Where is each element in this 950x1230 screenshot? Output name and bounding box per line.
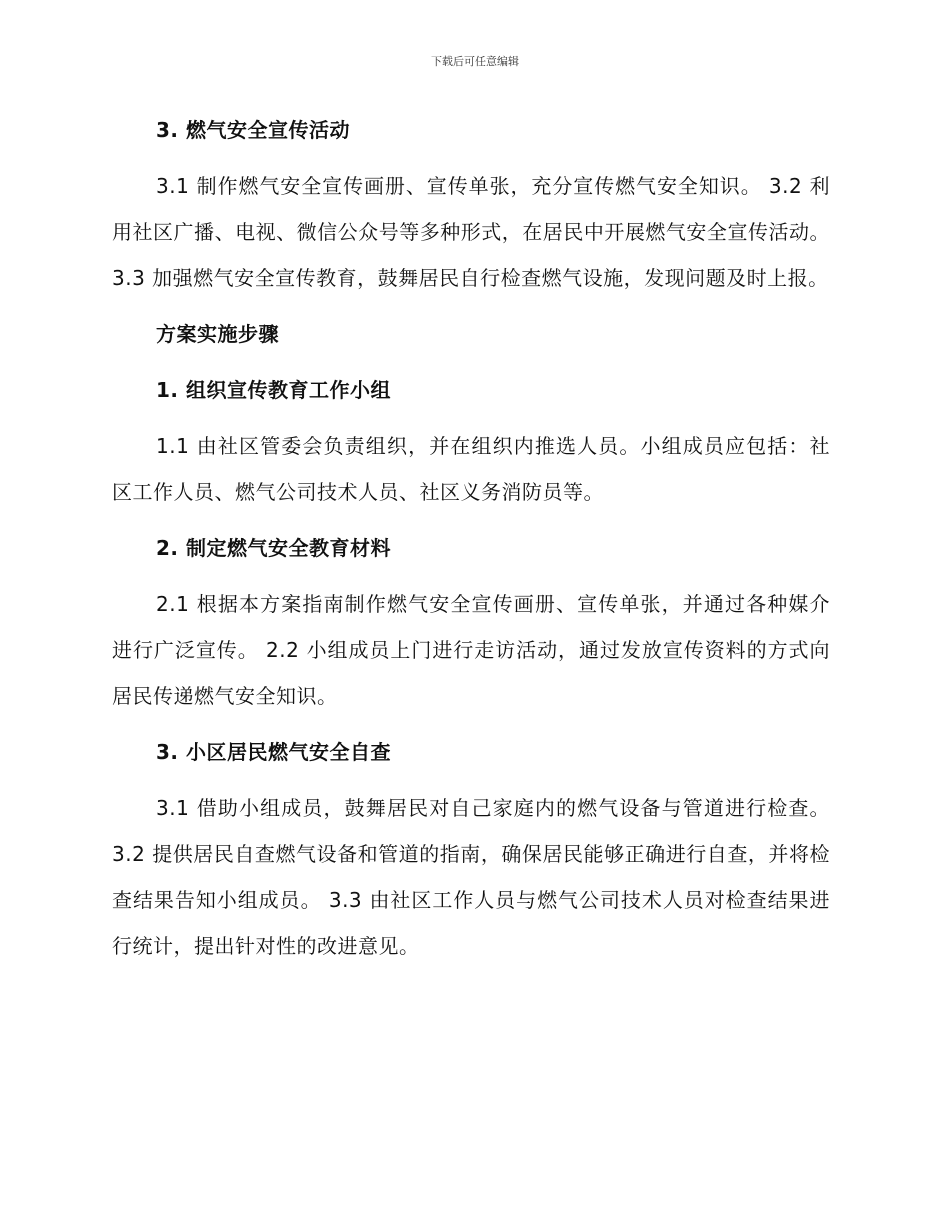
paragraph-self-inspection: 3.1 借助小组成员，鼓舞居民对自己家庭内的燃气设备与管道进行检查。 3.2 提供居民自查燃气设备和管道的指南，确保居民能够正确进行自查，并将检查结果告知小组成员。 3.3 由社区工作人员与燃气公司技术人员对检查结果进行统计，提出针对性的改进意见。	[112, 796, 830, 958]
paragraph-publicity-activities: 3.1 制作燃气安全宣传画册、宣传单张，充分宣传燃气安全知识。 3.2 利用社区广播、电视、微信公众号等多种形式，在居民中开展燃气安全宣传活动。 3.3 加强燃气安全宣传教育，鼓舞居民自行检查燃气设施，发现问题及时上报。	[112, 174, 830, 290]
section-heading-implementation-steps: 方案实施步骤	[156, 322, 279, 346]
section-heading-publicity-activities: 3. 燃气安全宣传活动	[156, 118, 350, 142]
paragraph-education-materials: 2.1 根据本方案指南制作燃气安全宣传画册、宣传单张，并通过各种媒介进行广泛宣传。 2.2 小组成员上门进行走访活动，通过发放宣传资料的方式向居民传递燃气安全知识。	[112, 592, 830, 708]
section-heading-education-materials: 2. 制定燃气安全教育材料	[156, 536, 391, 560]
paragraph-organize-team: 1.1 由社区管委会负责组织，并在组织内推选人员。小组成员应包括：社区工作人员、燃气公司技术人员、社区义务消防员等。	[112, 434, 830, 504]
page-header: 下载后可任意编辑	[431, 55, 519, 68]
section-heading-self-inspection: 3. 小区居民燃气安全自查	[156, 740, 391, 764]
section-heading-organize-team: 1. 组织宣传教育工作小组	[156, 378, 391, 402]
document-body	[112, 107, 830, 979]
